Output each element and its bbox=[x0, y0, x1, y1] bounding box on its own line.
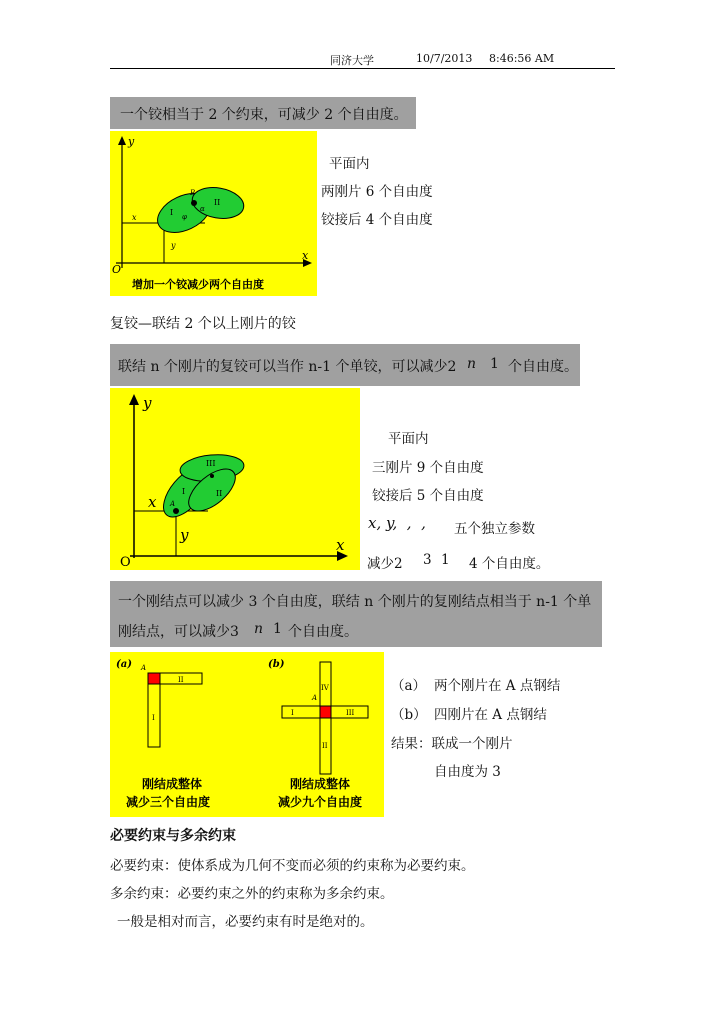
fig1-label-II: II bbox=[214, 198, 221, 207]
fig2-origin-label: O bbox=[120, 555, 131, 570]
note2-reduce-b: 3 bbox=[423, 552, 432, 568]
box3-line2-a: 刚结点，可以减少3 bbox=[118, 624, 239, 640]
fig3-a-II: II bbox=[178, 676, 184, 684]
rigid-joint-b bbox=[320, 706, 331, 718]
note2-params-vars: x, y, , , bbox=[368, 514, 426, 532]
note3-tag-a: （a） bbox=[391, 678, 427, 694]
figure-rigid-joints bbox=[110, 652, 384, 817]
note-box-compound-hinge bbox=[110, 344, 580, 386]
fig3-b-I: I bbox=[291, 709, 294, 717]
fig1-label-alpha: α bbox=[200, 205, 205, 213]
fig1-origin-label: O bbox=[112, 263, 122, 276]
note3-line2: 四刚片在 A 点钢结 bbox=[434, 707, 547, 723]
fig3-b-IV: IV bbox=[321, 684, 329, 692]
note1-line2: 两刚片 6 个自由度 bbox=[321, 184, 433, 200]
box2-n: n bbox=[467, 356, 477, 372]
note3-tag-b: （b） bbox=[391, 707, 427, 723]
note2-params-text: 五个独立参数 bbox=[454, 521, 535, 537]
fig3-b-III: III bbox=[346, 709, 355, 717]
fig1-y-dim: y bbox=[171, 241, 176, 250]
header-time: 8:46:56 AM bbox=[489, 52, 555, 65]
fig3-tag-a: (a) bbox=[116, 659, 132, 670]
section-para-necessary: 必要约束：使体系成为几何不变而必须的约束称为必要约束。 bbox=[110, 858, 475, 874]
fig3-cap-a1: 刚结成整体 bbox=[142, 777, 203, 791]
note1-line1: 平面内 bbox=[329, 156, 370, 172]
section-para-relative: 一般是相对而言，必要约束有时是绝对的。 bbox=[117, 914, 374, 930]
fig3-cap-b1: 刚结成整体 bbox=[290, 777, 351, 791]
figure-single-hinge bbox=[110, 131, 317, 296]
fig1-label-B: B bbox=[190, 189, 196, 197]
fig2-label-III: III bbox=[206, 459, 216, 468]
hinge-point-upper bbox=[210, 474, 214, 478]
box2-one: 1 bbox=[490, 356, 499, 372]
y-axis-arrow bbox=[118, 136, 126, 145]
note-box-rigid-joint bbox=[110, 581, 602, 647]
note-box-hinge-text: 一个铰相当于 2 个约束，可减少 2 个自由度。 bbox=[120, 107, 408, 123]
fig2-x-dim: x bbox=[148, 493, 157, 511]
fig1-caption: 增加一个铰减少两个自由度 bbox=[132, 278, 264, 291]
fig3-a-A: A bbox=[141, 664, 147, 672]
header-date: 10/7/2013 bbox=[416, 52, 473, 65]
note2-reduce-a: 减少2 bbox=[367, 556, 403, 572]
box2-text-after: 个自由度。 bbox=[508, 359, 578, 375]
note3-line4: 自由度为 3 bbox=[434, 764, 501, 780]
box3-line2-n: n bbox=[254, 621, 264, 637]
y-axis-arrow bbox=[129, 394, 139, 405]
fig2-label-II: II bbox=[216, 489, 223, 498]
fig2-y-dim: y bbox=[180, 526, 189, 544]
figure-rigid-joints-svg bbox=[110, 652, 384, 817]
note2-reduce-c: 1 bbox=[441, 552, 450, 568]
box3-line2-one: 1 bbox=[273, 621, 282, 637]
header-rule bbox=[110, 68, 615, 69]
box2-text-before: 联结 n 个刚片的复铰可以当作 n-1 个单铰，可以减少2 bbox=[118, 359, 457, 375]
fig3-cap-b2: 减少九个自由度 bbox=[278, 795, 363, 809]
hinge-point bbox=[191, 200, 197, 206]
fig2-y-label: y bbox=[143, 394, 152, 412]
section-heading: 必要约束与多余约束 bbox=[110, 828, 236, 844]
fig3-a-I: I bbox=[152, 714, 155, 722]
fig1-x-label: x bbox=[302, 249, 309, 262]
note3-line3: 结果：联成一个刚片 bbox=[391, 736, 513, 752]
rigid-joint-a bbox=[148, 673, 160, 684]
header-school: 同济大学 bbox=[330, 54, 374, 67]
figure-compound-hinge bbox=[110, 388, 360, 570]
fig3-tag-b: (b) bbox=[268, 659, 285, 670]
note2-line1: 平面内 bbox=[388, 431, 429, 447]
hinge-point-A bbox=[173, 508, 179, 514]
figure-compound-hinge-svg bbox=[110, 388, 360, 570]
fig1-x-dim: x bbox=[132, 213, 137, 222]
figure-single-hinge-svg bbox=[110, 131, 317, 296]
note1-line3: 铰接后 4 个自由度 bbox=[321, 212, 433, 228]
compound-hinge-definition: 复铰—联结 2 个以上刚片的铰 bbox=[110, 316, 296, 332]
note2-line3: 铰接后 5 个自由度 bbox=[372, 488, 484, 504]
fig1-label-I: I bbox=[170, 208, 174, 217]
fig2-label-A: A bbox=[170, 500, 176, 508]
fig3-b-II: II bbox=[322, 742, 328, 750]
fig2-label-I: I bbox=[182, 487, 186, 496]
note2-reduce-d: 4 个自由度。 bbox=[469, 556, 550, 572]
note3-line1: 两个刚片在 A 点钢结 bbox=[434, 678, 561, 694]
fig2-x-label: x bbox=[336, 536, 345, 554]
note-box-hinge bbox=[110, 97, 416, 129]
note2-line2: 三刚片 9 个自由度 bbox=[372, 460, 484, 476]
box3-line2-b: 个自由度。 bbox=[288, 624, 358, 640]
box3-line1: 一个刚结点可以减少 3 个自由度，联结 n 个刚片的复刚结点相当于 n-1 个单 bbox=[118, 594, 592, 610]
section-para-redundant: 多余约束：必要约束之外的约束称为多余约束。 bbox=[110, 886, 394, 902]
fig3-cap-a2: 减少三个自由度 bbox=[126, 795, 211, 809]
fig1-label-phi: φ bbox=[182, 213, 187, 221]
fig3-b-A: A bbox=[312, 694, 318, 702]
fig1-y-label: y bbox=[128, 135, 135, 148]
